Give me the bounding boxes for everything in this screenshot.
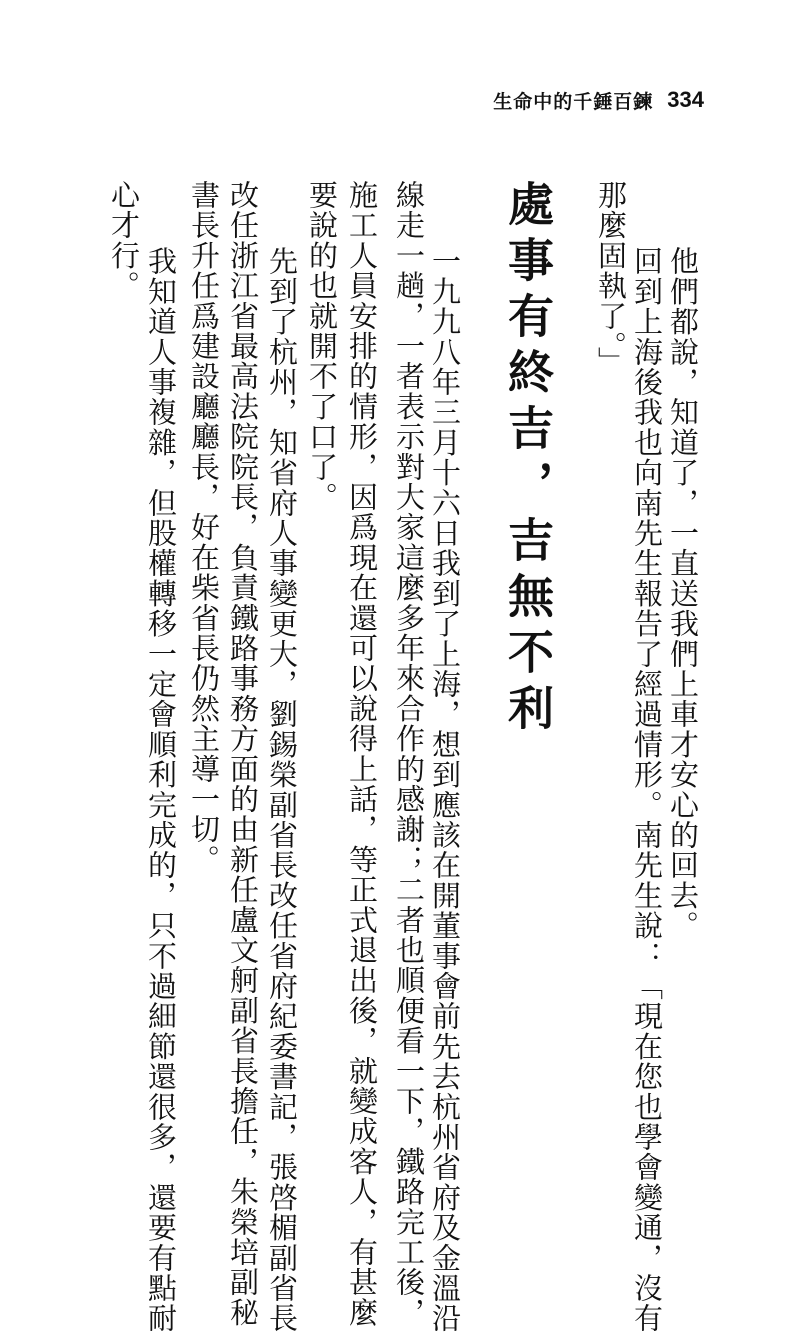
text-column: 改任浙江省最高法院院長，負責鐵路事務方面的由新任盧文舸副省長擔任，朱榮培副秘: [226, 180, 260, 1328]
text-column: 先到了杭州，知省府人事變更大，劉錫榮副省長改任省府紀委書記，張啓楣副省長: [265, 216, 299, 1333]
text-column: 那麼固執了。」: [594, 180, 628, 377]
text-column: 一九九八年三月十六日我到了上海，想到應該在開董事會前先去杭州省府及金溫沿: [428, 216, 462, 1333]
text-column: 線走一趟，一者表示對大家這麼多年來合作的感謝；二者也順便看一下，鐵路完工後，: [392, 180, 426, 1328]
text-column: 我知道人事複雜，但股權轉移一定會順利完成的，只不過細節還很多，還要有點耐: [144, 216, 178, 1333]
text-column: 他們都說，知道了，一直送我們上車才安心的回去。: [666, 216, 700, 941]
text-column: 回到上海後我也向南先生報告了經過情形。南先生說：「現在您也學會變通，沒有: [630, 216, 664, 1333]
text-column: 書長升任爲建設廳廳長，好在柴省長仍然主導一切。: [187, 180, 221, 875]
section-heading: 處事有終吉，吉無不利: [501, 180, 555, 740]
text-column: 施工人員安排的情形，因爲現在還可以說得上話，等正式退出後，就變成客人，有甚麼: [345, 180, 379, 1328]
text-column: 心才行。: [107, 180, 141, 301]
text-column: 要說的也就開不了口了。: [305, 180, 339, 513]
page-number: 334: [667, 87, 704, 112]
running-header: [493, 86, 704, 114]
book-title: 生命中的千錘百鍊: [493, 90, 654, 113]
